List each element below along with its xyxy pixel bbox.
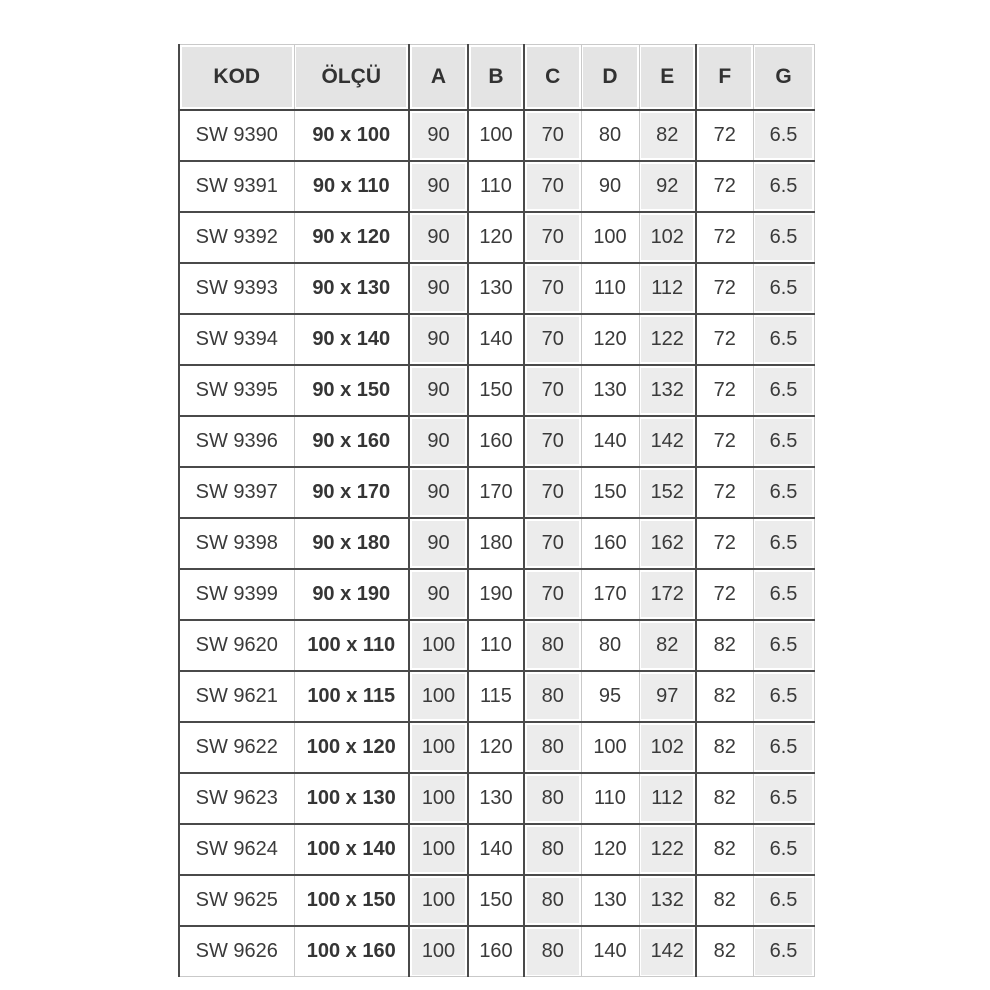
cell-e: 142 [639,926,696,977]
cell-a: 100 [409,926,468,977]
table-row [179,314,814,365]
cell-d: 130 [581,365,639,416]
cell-d: 140 [581,416,639,467]
cell-olcu: 100 x 110 [294,620,409,671]
cell-g: 6.5 [753,467,814,518]
cell-f: 82 [696,620,753,671]
cell-f: 72 [696,212,753,263]
cell-f: 82 [696,722,753,773]
cell-c: 80 [524,875,581,926]
cell-kod: SW 9620 [179,620,294,671]
cell-b: 130 [468,263,524,314]
cell-g: 6.5 [753,416,814,467]
cell-f: 82 [696,926,753,977]
cell-d: 120 [581,824,639,875]
cell-f: 72 [696,161,753,212]
cell-c: 80 [524,722,581,773]
cell-a: 90 [409,365,468,416]
cell-g: 6.5 [753,875,814,926]
cell-olcu: 90 x 110 [294,161,409,212]
cell-d: 170 [581,569,639,620]
column-header-e: E [639,45,696,111]
cell-olcu: 100 x 130 [294,773,409,824]
cell-kod: SW 9622 [179,722,294,773]
cell-kod: SW 9623 [179,773,294,824]
cell-g: 6.5 [753,569,814,620]
cell-c: 80 [524,773,581,824]
cell-olcu: 90 x 120 [294,212,409,263]
cell-olcu: 90 x 130 [294,263,409,314]
cell-g: 6.5 [753,671,814,722]
cell-g: 6.5 [753,263,814,314]
cell-e: 112 [639,773,696,824]
cell-olcu: 90 x 100 [294,110,409,161]
cell-g: 6.5 [753,518,814,569]
cell-b: 140 [468,314,524,365]
cell-kod: SW 9392 [179,212,294,263]
column-header-a: A [409,45,468,111]
cell-a: 100 [409,671,468,722]
table-row [179,824,814,875]
cell-g: 6.5 [753,926,814,977]
cell-b: 120 [468,722,524,773]
cell-kod: SW 9626 [179,926,294,977]
column-header-d: D [581,45,639,111]
cell-kod: SW 9393 [179,263,294,314]
cell-b: 120 [468,212,524,263]
cell-b: 110 [468,620,524,671]
cell-kod: SW 9395 [179,365,294,416]
cell-olcu: 100 x 115 [294,671,409,722]
cell-c: 70 [524,314,581,365]
cell-e: 92 [639,161,696,212]
cell-e: 172 [639,569,696,620]
cell-b: 150 [468,365,524,416]
cell-g: 6.5 [753,314,814,365]
cell-b: 110 [468,161,524,212]
cell-b: 190 [468,569,524,620]
table-row [179,875,814,926]
dimension-table [178,44,815,977]
cell-f: 72 [696,569,753,620]
cell-olcu: 90 x 140 [294,314,409,365]
cell-b: 130 [468,773,524,824]
cell-olcu: 100 x 120 [294,722,409,773]
cell-c: 70 [524,110,581,161]
cell-g: 6.5 [753,110,814,161]
cell-d: 130 [581,875,639,926]
cell-e: 97 [639,671,696,722]
cell-d: 100 [581,212,639,263]
cell-d: 150 [581,467,639,518]
cell-d: 80 [581,110,639,161]
cell-b: 100 [468,110,524,161]
cell-olcu: 90 x 170 [294,467,409,518]
cell-g: 6.5 [753,773,814,824]
cell-b: 170 [468,467,524,518]
cell-d: 90 [581,161,639,212]
cell-c: 70 [524,467,581,518]
column-header-c: C [524,45,581,111]
cell-b: 160 [468,416,524,467]
column-header-g: G [753,45,814,111]
cell-e: 122 [639,824,696,875]
cell-f: 72 [696,467,753,518]
cell-b: 180 [468,518,524,569]
cell-a: 90 [409,212,468,263]
cell-e: 132 [639,875,696,926]
cell-a: 100 [409,824,468,875]
cell-e: 112 [639,263,696,314]
cell-olcu: 100 x 140 [294,824,409,875]
cell-a: 90 [409,314,468,365]
cell-kod: SW 9396 [179,416,294,467]
cell-kod: SW 9399 [179,569,294,620]
cell-e: 162 [639,518,696,569]
table-row [179,416,814,467]
cell-c: 80 [524,620,581,671]
cell-c: 70 [524,161,581,212]
cell-b: 150 [468,875,524,926]
cell-f: 82 [696,671,753,722]
cell-e: 142 [639,416,696,467]
cell-d: 95 [581,671,639,722]
cell-e: 152 [639,467,696,518]
table-row [179,518,814,569]
table-row [179,212,814,263]
cell-olcu: 100 x 160 [294,926,409,977]
dimension-table-container [178,44,815,977]
cell-a: 90 [409,110,468,161]
cell-c: 70 [524,365,581,416]
table-row [179,569,814,620]
cell-g: 6.5 [753,824,814,875]
table-row [179,365,814,416]
column-header-kod: KOD [179,45,294,111]
cell-a: 100 [409,722,468,773]
cell-olcu: 90 x 180 [294,518,409,569]
cell-c: 70 [524,518,581,569]
cell-olcu: 100 x 150 [294,875,409,926]
cell-g: 6.5 [753,365,814,416]
cell-kod: SW 9397 [179,467,294,518]
cell-e: 122 [639,314,696,365]
header-row [179,45,814,111]
cell-kod: SW 9625 [179,875,294,926]
cell-a: 90 [409,416,468,467]
cell-c: 80 [524,671,581,722]
cell-olcu: 90 x 150 [294,365,409,416]
cell-olcu: 90 x 190 [294,569,409,620]
table-row [179,671,814,722]
column-header-f: F [696,45,753,111]
cell-a: 100 [409,875,468,926]
cell-kod: SW 9394 [179,314,294,365]
cell-e: 82 [639,620,696,671]
table-row [179,161,814,212]
table-row [179,467,814,518]
table-row [179,773,814,824]
cell-kod: SW 9624 [179,824,294,875]
cell-a: 100 [409,620,468,671]
cell-kod: SW 9621 [179,671,294,722]
cell-g: 6.5 [753,212,814,263]
cell-c: 70 [524,416,581,467]
cell-a: 100 [409,773,468,824]
cell-kod: SW 9391 [179,161,294,212]
cell-f: 72 [696,110,753,161]
cell-e: 132 [639,365,696,416]
table-row [179,263,814,314]
cell-f: 72 [696,314,753,365]
cell-d: 110 [581,263,639,314]
table-row [179,926,814,977]
cell-f: 82 [696,875,753,926]
cell-kod: SW 9398 [179,518,294,569]
table-header [179,45,814,111]
cell-olcu: 90 x 160 [294,416,409,467]
cell-g: 6.5 [753,620,814,671]
cell-c: 70 [524,569,581,620]
cell-c: 80 [524,926,581,977]
cell-f: 82 [696,773,753,824]
table-row [179,110,814,161]
cell-d: 120 [581,314,639,365]
cell-b: 115 [468,671,524,722]
cell-a: 90 [409,569,468,620]
cell-g: 6.5 [753,161,814,212]
cell-f: 72 [696,416,753,467]
table-body [179,110,814,977]
cell-a: 90 [409,518,468,569]
column-header-olcu: ÖLÇÜ [294,45,409,111]
cell-d: 160 [581,518,639,569]
cell-g: 6.5 [753,722,814,773]
cell-e: 102 [639,212,696,263]
cell-a: 90 [409,263,468,314]
cell-d: 80 [581,620,639,671]
cell-f: 72 [696,263,753,314]
cell-c: 80 [524,824,581,875]
cell-f: 72 [696,518,753,569]
table-row [179,620,814,671]
cell-f: 72 [696,365,753,416]
cell-b: 140 [468,824,524,875]
cell-e: 102 [639,722,696,773]
column-header-b: B [468,45,524,111]
cell-d: 140 [581,926,639,977]
cell-a: 90 [409,467,468,518]
cell-d: 100 [581,722,639,773]
cell-e: 82 [639,110,696,161]
cell-d: 110 [581,773,639,824]
cell-c: 70 [524,263,581,314]
cell-f: 82 [696,824,753,875]
table-row [179,722,814,773]
cell-kod: SW 9390 [179,110,294,161]
cell-b: 160 [468,926,524,977]
cell-a: 90 [409,161,468,212]
cell-c: 70 [524,212,581,263]
